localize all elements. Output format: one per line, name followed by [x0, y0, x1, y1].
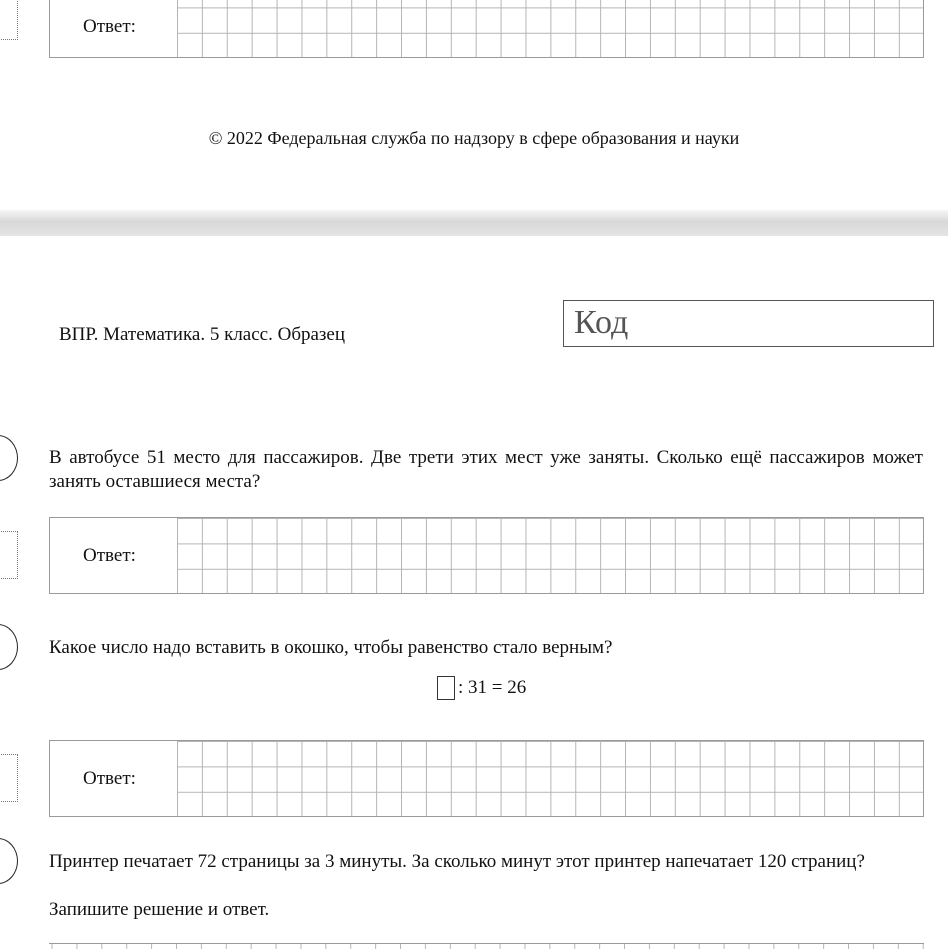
- task-number-circle: [0, 435, 18, 481]
- answer-label: Ответ:: [83, 16, 136, 37]
- task-3-text: Принтер печатает 72 страницы за 3 минуты. За сколько минут этот принтер напечатает 120 страниц?: [49, 851, 865, 872]
- task-3-instruction: Запишите решение и ответ.: [49, 899, 270, 920]
- equation-blank-box: [437, 676, 455, 700]
- answer-grid[interactable]: [177, 0, 923, 57]
- equation: [437, 676, 526, 700]
- answer-box-task-1: [49, 517, 924, 594]
- side-score-box: [0, 531, 18, 579]
- answer-box-task-2: [49, 740, 924, 817]
- answer-label: Ответ:: [83, 767, 136, 789]
- task-number-circle: [0, 624, 18, 670]
- answer-grid[interactable]: [177, 741, 923, 816]
- task-number-circle: [0, 838, 18, 884]
- side-score-box: [0, 0, 18, 40]
- page-separator: [0, 210, 948, 236]
- code-field[interactable]: [563, 300, 934, 347]
- page-title: ВПР. Математика. 5 класс. Образец: [59, 324, 346, 345]
- answer-box-previous: [49, 0, 924, 58]
- task-2-text: Какое число надо вставить в окошко, чтобы равенство стало верным?: [49, 637, 613, 658]
- answer-label: Ответ:: [83, 544, 136, 566]
- task-1-text: В автобусе 51 место для пассажиров. Две трети этих мест уже заняты. Сколько ещё пассажиров может занять оставшиеся места?: [49, 447, 923, 492]
- page-footer-copyright: © 2022 Федеральная служба по надзору в сфере образования и науки: [208, 128, 740, 148]
- equation-text: : 31 = 26: [458, 677, 527, 698]
- answer-grid[interactable]: [177, 518, 923, 593]
- code-label: Код: [574, 304, 629, 341]
- side-score-box: [0, 754, 18, 802]
- answer-box-task-3-edge: [49, 943, 924, 949]
